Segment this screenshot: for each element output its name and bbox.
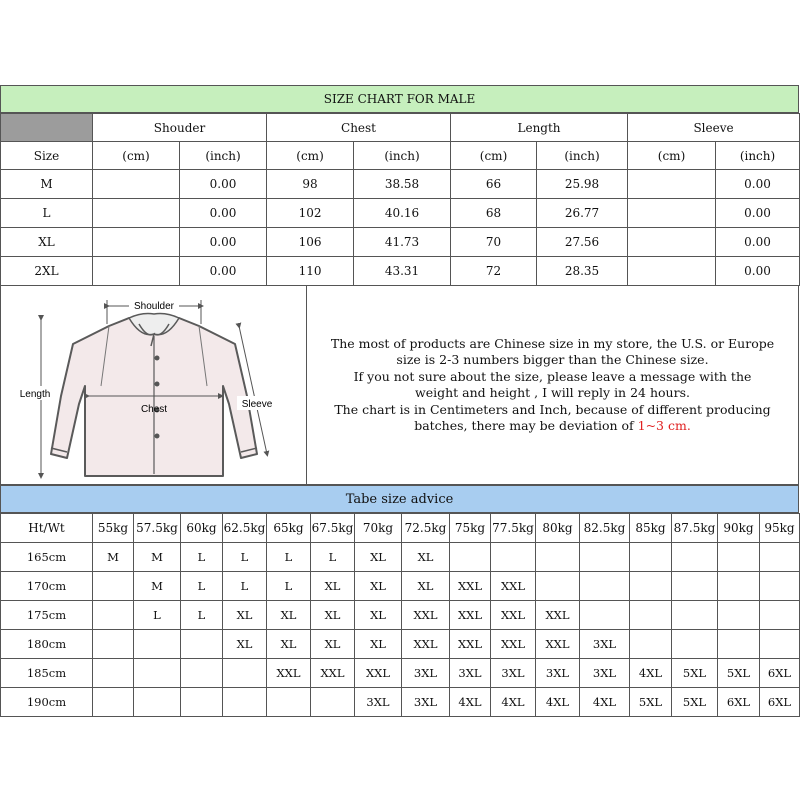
size-value-cell (93, 170, 180, 199)
size-value-cell: 72 (451, 257, 537, 286)
weight-header: 90kg (718, 514, 760, 543)
size-name-cell: 2XL (1, 257, 93, 286)
advice-size-cell (580, 601, 630, 630)
advice-size-cell: XL (355, 601, 402, 630)
advice-size-cell (672, 543, 718, 572)
advice-size-cell (718, 543, 760, 572)
header-sleeve: Sleeve (628, 114, 800, 142)
advice-size-cell: XXL (450, 601, 491, 630)
advice-size-cell: XL (223, 630, 267, 659)
advice-size-cell (760, 543, 800, 572)
advice-size-cell: XXL (402, 630, 450, 659)
advice-size-cell (93, 572, 134, 601)
unit-cm: (cm) (93, 142, 180, 170)
size-value-cell: 26.77 (537, 199, 628, 228)
advice-size-cell (760, 630, 800, 659)
diagram-label-length: Length (19, 389, 51, 400)
size-value-cell: 68 (451, 199, 537, 228)
height-cell: 165cm (1, 543, 93, 572)
advice-size-cell (134, 688, 181, 717)
advice-size-cell: 4XL (450, 688, 491, 717)
unit-inch: (inch) (354, 142, 451, 170)
size-value-cell: 102 (267, 199, 354, 228)
advice-size-cell: M (134, 572, 181, 601)
advice-row (1, 630, 800, 659)
diagram-label-sleeve: Sleeve (241, 399, 273, 410)
advice-size-cell: 3XL (355, 688, 402, 717)
unit-cm: (cm) (451, 142, 537, 170)
header-chest: Chest (267, 114, 451, 142)
advice-size-cell (134, 659, 181, 688)
advice-size-cell (536, 572, 580, 601)
size-value-cell: 28.35 (537, 257, 628, 286)
advice-size-cell: XXL (536, 630, 580, 659)
advice-size-cell: XL (267, 630, 311, 659)
diagram-label-shoulder: Shoulder (133, 301, 175, 312)
unit-inch: (inch) (716, 142, 800, 170)
advice-size-cell: 6XL (760, 659, 800, 688)
weight-header: 85kg (630, 514, 672, 543)
advice-size-cell: L (134, 601, 181, 630)
weight-header: 57.5kg (134, 514, 181, 543)
size-value-cell: 40.16 (354, 199, 451, 228)
advice-size-cell: XL (311, 630, 355, 659)
diagram-label-chest: Chest (140, 404, 168, 415)
size-label: Size (1, 142, 93, 170)
advice-size-cell (267, 688, 311, 717)
info-section (0, 286, 799, 485)
advice-size-cell: L (267, 572, 311, 601)
weight-header: 95kg (760, 514, 800, 543)
advice-size-cell: 6XL (718, 688, 760, 717)
advice-size-cell (93, 630, 134, 659)
advice-size-cell (630, 630, 672, 659)
size-chart (0, 85, 800, 717)
weight-header: 80kg (536, 514, 580, 543)
advice-size-cell: 4XL (536, 688, 580, 717)
weight-header: 82.5kg (580, 514, 630, 543)
weight-header: 77.5kg (491, 514, 536, 543)
advice-size-cell: XXL (491, 601, 536, 630)
advice-size-cell: 5XL (672, 659, 718, 688)
advice-size-cell: XL (355, 630, 402, 659)
advice-size-cell (134, 630, 181, 659)
advice-row (1, 659, 800, 688)
height-cell: 185cm (1, 659, 93, 688)
size-rows (1, 170, 800, 286)
advice-size-cell: XXL (491, 630, 536, 659)
weight-header: 65kg (267, 514, 311, 543)
advice-size-cell: 4XL (630, 659, 672, 688)
note-line: size is 2-3 numbers bigger than the Chinese size. (396, 352, 709, 367)
advice-size-cell: 4XL (580, 688, 630, 717)
advice-size-cell (580, 572, 630, 601)
advice-size-cell (718, 572, 760, 601)
header-corner (1, 114, 93, 142)
advice-size-cell: 3XL (580, 659, 630, 688)
size-name-cell: L (1, 199, 93, 228)
advice-size-cell (760, 601, 800, 630)
advice-size-cell (93, 688, 134, 717)
size-value-cell: 38.58 (354, 170, 451, 199)
advice-size-cell: 3XL (402, 659, 450, 688)
advice-size-cell: XXL (491, 572, 536, 601)
header-length: Length (451, 114, 628, 142)
weight-header: 55kg (93, 514, 134, 543)
advice-size-cell (672, 572, 718, 601)
advice-size-cell: XXL (355, 659, 402, 688)
size-value-cell: 25.98 (537, 170, 628, 199)
advice-size-cell: 3XL (580, 630, 630, 659)
advice-title: Tabe size advice (0, 485, 799, 513)
size-value-cell (628, 257, 716, 286)
deviation-highlight: 1~3 cm. (637, 418, 691, 433)
weight-header: 70kg (355, 514, 402, 543)
size-value-cell: 106 (267, 228, 354, 257)
advice-size-cell: XL (223, 601, 267, 630)
weight-header: 62.5kg (223, 514, 267, 543)
measure-header-row (1, 114, 800, 142)
advice-size-cell: L (223, 572, 267, 601)
advice-size-cell: XXL (536, 601, 580, 630)
advice-size-cell (672, 630, 718, 659)
chart-title: SIZE CHART FOR MALE (0, 85, 799, 113)
advice-size-cell (491, 543, 536, 572)
advice-corner: Ht/Wt (1, 514, 93, 543)
unit-cm: (cm) (628, 142, 716, 170)
advice-table (0, 513, 800, 717)
size-value-cell: 0.00 (180, 257, 267, 286)
size-value-cell: 41.73 (354, 228, 451, 257)
size-value-cell: 0.00 (716, 199, 800, 228)
note-line (414, 418, 691, 435)
size-row (1, 257, 800, 286)
advice-size-cell: XXL (311, 659, 355, 688)
advice-size-cell (181, 659, 223, 688)
size-table (0, 113, 800, 286)
size-value-cell: 43.31 (354, 257, 451, 286)
advice-size-cell: XL (311, 572, 355, 601)
advice-size-cell: L (181, 572, 223, 601)
advice-size-cell (223, 688, 267, 717)
advice-size-cell: 3XL (402, 688, 450, 717)
size-value-cell: 0.00 (716, 228, 800, 257)
advice-size-cell: L (181, 543, 223, 572)
advice-size-cell (223, 659, 267, 688)
size-value-cell (93, 199, 180, 228)
advice-size-cell: 4XL (491, 688, 536, 717)
advice-row (1, 601, 800, 630)
size-row (1, 170, 800, 199)
advice-size-cell: 3XL (491, 659, 536, 688)
weight-header: 75kg (450, 514, 491, 543)
advice-size-cell (718, 601, 760, 630)
advice-size-cell: XL (311, 601, 355, 630)
weight-header: 60kg (181, 514, 223, 543)
advice-size-cell: 3XL (536, 659, 580, 688)
advice-size-cell: 5XL (630, 688, 672, 717)
size-value-cell: 27.56 (537, 228, 628, 257)
note-line: The chart is in Centimeters and Inch, because of different producing (334, 401, 771, 417)
advice-size-cell (672, 601, 718, 630)
advice-size-cell: L (181, 601, 223, 630)
header-shoulder: Shouder (93, 114, 267, 142)
size-value-cell (628, 228, 716, 257)
advice-header-row (1, 514, 800, 543)
advice-size-cell: 3XL (450, 659, 491, 688)
advice-size-cell: L (267, 543, 311, 572)
advice-size-cell: XL (402, 572, 450, 601)
advice-size-cell: M (134, 543, 181, 572)
size-value-cell: 0.00 (180, 199, 267, 228)
size-name-cell: M (1, 170, 93, 199)
advice-size-cell: L (311, 543, 355, 572)
advice-size-cell (536, 543, 580, 572)
unit-cm: (cm) (267, 142, 354, 170)
advice-size-cell: L (223, 543, 267, 572)
advice-size-cell: 6XL (760, 688, 800, 717)
size-value-cell: 70 (451, 228, 537, 257)
size-value-cell: 110 (267, 257, 354, 286)
unit-inch: (inch) (180, 142, 267, 170)
size-row (1, 228, 800, 257)
shirt-illustration (1, 286, 306, 484)
advice-size-cell (181, 630, 223, 659)
advice-size-cell: XL (355, 543, 402, 572)
advice-rows (1, 514, 800, 717)
height-cell: 180cm (1, 630, 93, 659)
advice-row (1, 572, 800, 601)
advice-size-cell: XXL (450, 630, 491, 659)
size-value-cell: 0.00 (716, 257, 800, 286)
size-value-cell: 98 (267, 170, 354, 199)
note-prefix: batches, there may be deviation of (414, 418, 638, 433)
advice-size-cell: XL (267, 601, 311, 630)
advice-size-cell: XXL (267, 659, 311, 688)
advice-size-cell (93, 659, 134, 688)
advice-size-cell: 5XL (718, 659, 760, 688)
size-notes (307, 286, 798, 484)
advice-size-cell: 5XL (672, 688, 718, 717)
advice-size-cell (630, 543, 672, 572)
advice-size-cell: XL (402, 543, 450, 572)
advice-size-cell (630, 572, 672, 601)
size-value-cell: 66 (451, 170, 537, 199)
note-line: The most of products are Chinese size in my store, the U.S. or Europe (330, 335, 775, 351)
size-value-cell (628, 199, 716, 228)
advice-size-cell: XXL (450, 572, 491, 601)
size-value-cell (93, 257, 180, 286)
advice-size-cell (181, 688, 223, 717)
height-cell: 170cm (1, 572, 93, 601)
weight-header: 67.5kg (311, 514, 355, 543)
shirt-diagram (1, 286, 307, 484)
size-value-cell: 0.00 (716, 170, 800, 199)
size-value-cell (93, 228, 180, 257)
height-cell: 190cm (1, 688, 93, 717)
advice-size-cell (580, 543, 630, 572)
advice-size-cell (760, 572, 800, 601)
note-line: weight and height , I will reply in 24 hours. (415, 385, 690, 400)
size-value-cell: 0.00 (180, 228, 267, 257)
size-row (1, 199, 800, 228)
height-cell: 175cm (1, 601, 93, 630)
weight-header: 72.5kg (402, 514, 450, 543)
size-value-cell: 0.00 (180, 170, 267, 199)
advice-size-cell: M (93, 543, 134, 572)
advice-size-cell (450, 543, 491, 572)
weight-header: 87.5kg (672, 514, 718, 543)
advice-size-cell (630, 601, 672, 630)
unit-inch: (inch) (537, 142, 628, 170)
advice-row (1, 688, 800, 717)
advice-size-cell: XXL (402, 601, 450, 630)
advice-size-cell: XL (355, 572, 402, 601)
advice-size-cell (311, 688, 355, 717)
size-name-cell: XL (1, 228, 93, 257)
advice-size-cell (718, 630, 760, 659)
advice-row (1, 543, 800, 572)
unit-header-row (1, 142, 800, 170)
size-value-cell (628, 170, 716, 199)
note-line: If you not sure about the size, please leave a message with the (353, 368, 752, 384)
advice-size-cell (93, 601, 134, 630)
